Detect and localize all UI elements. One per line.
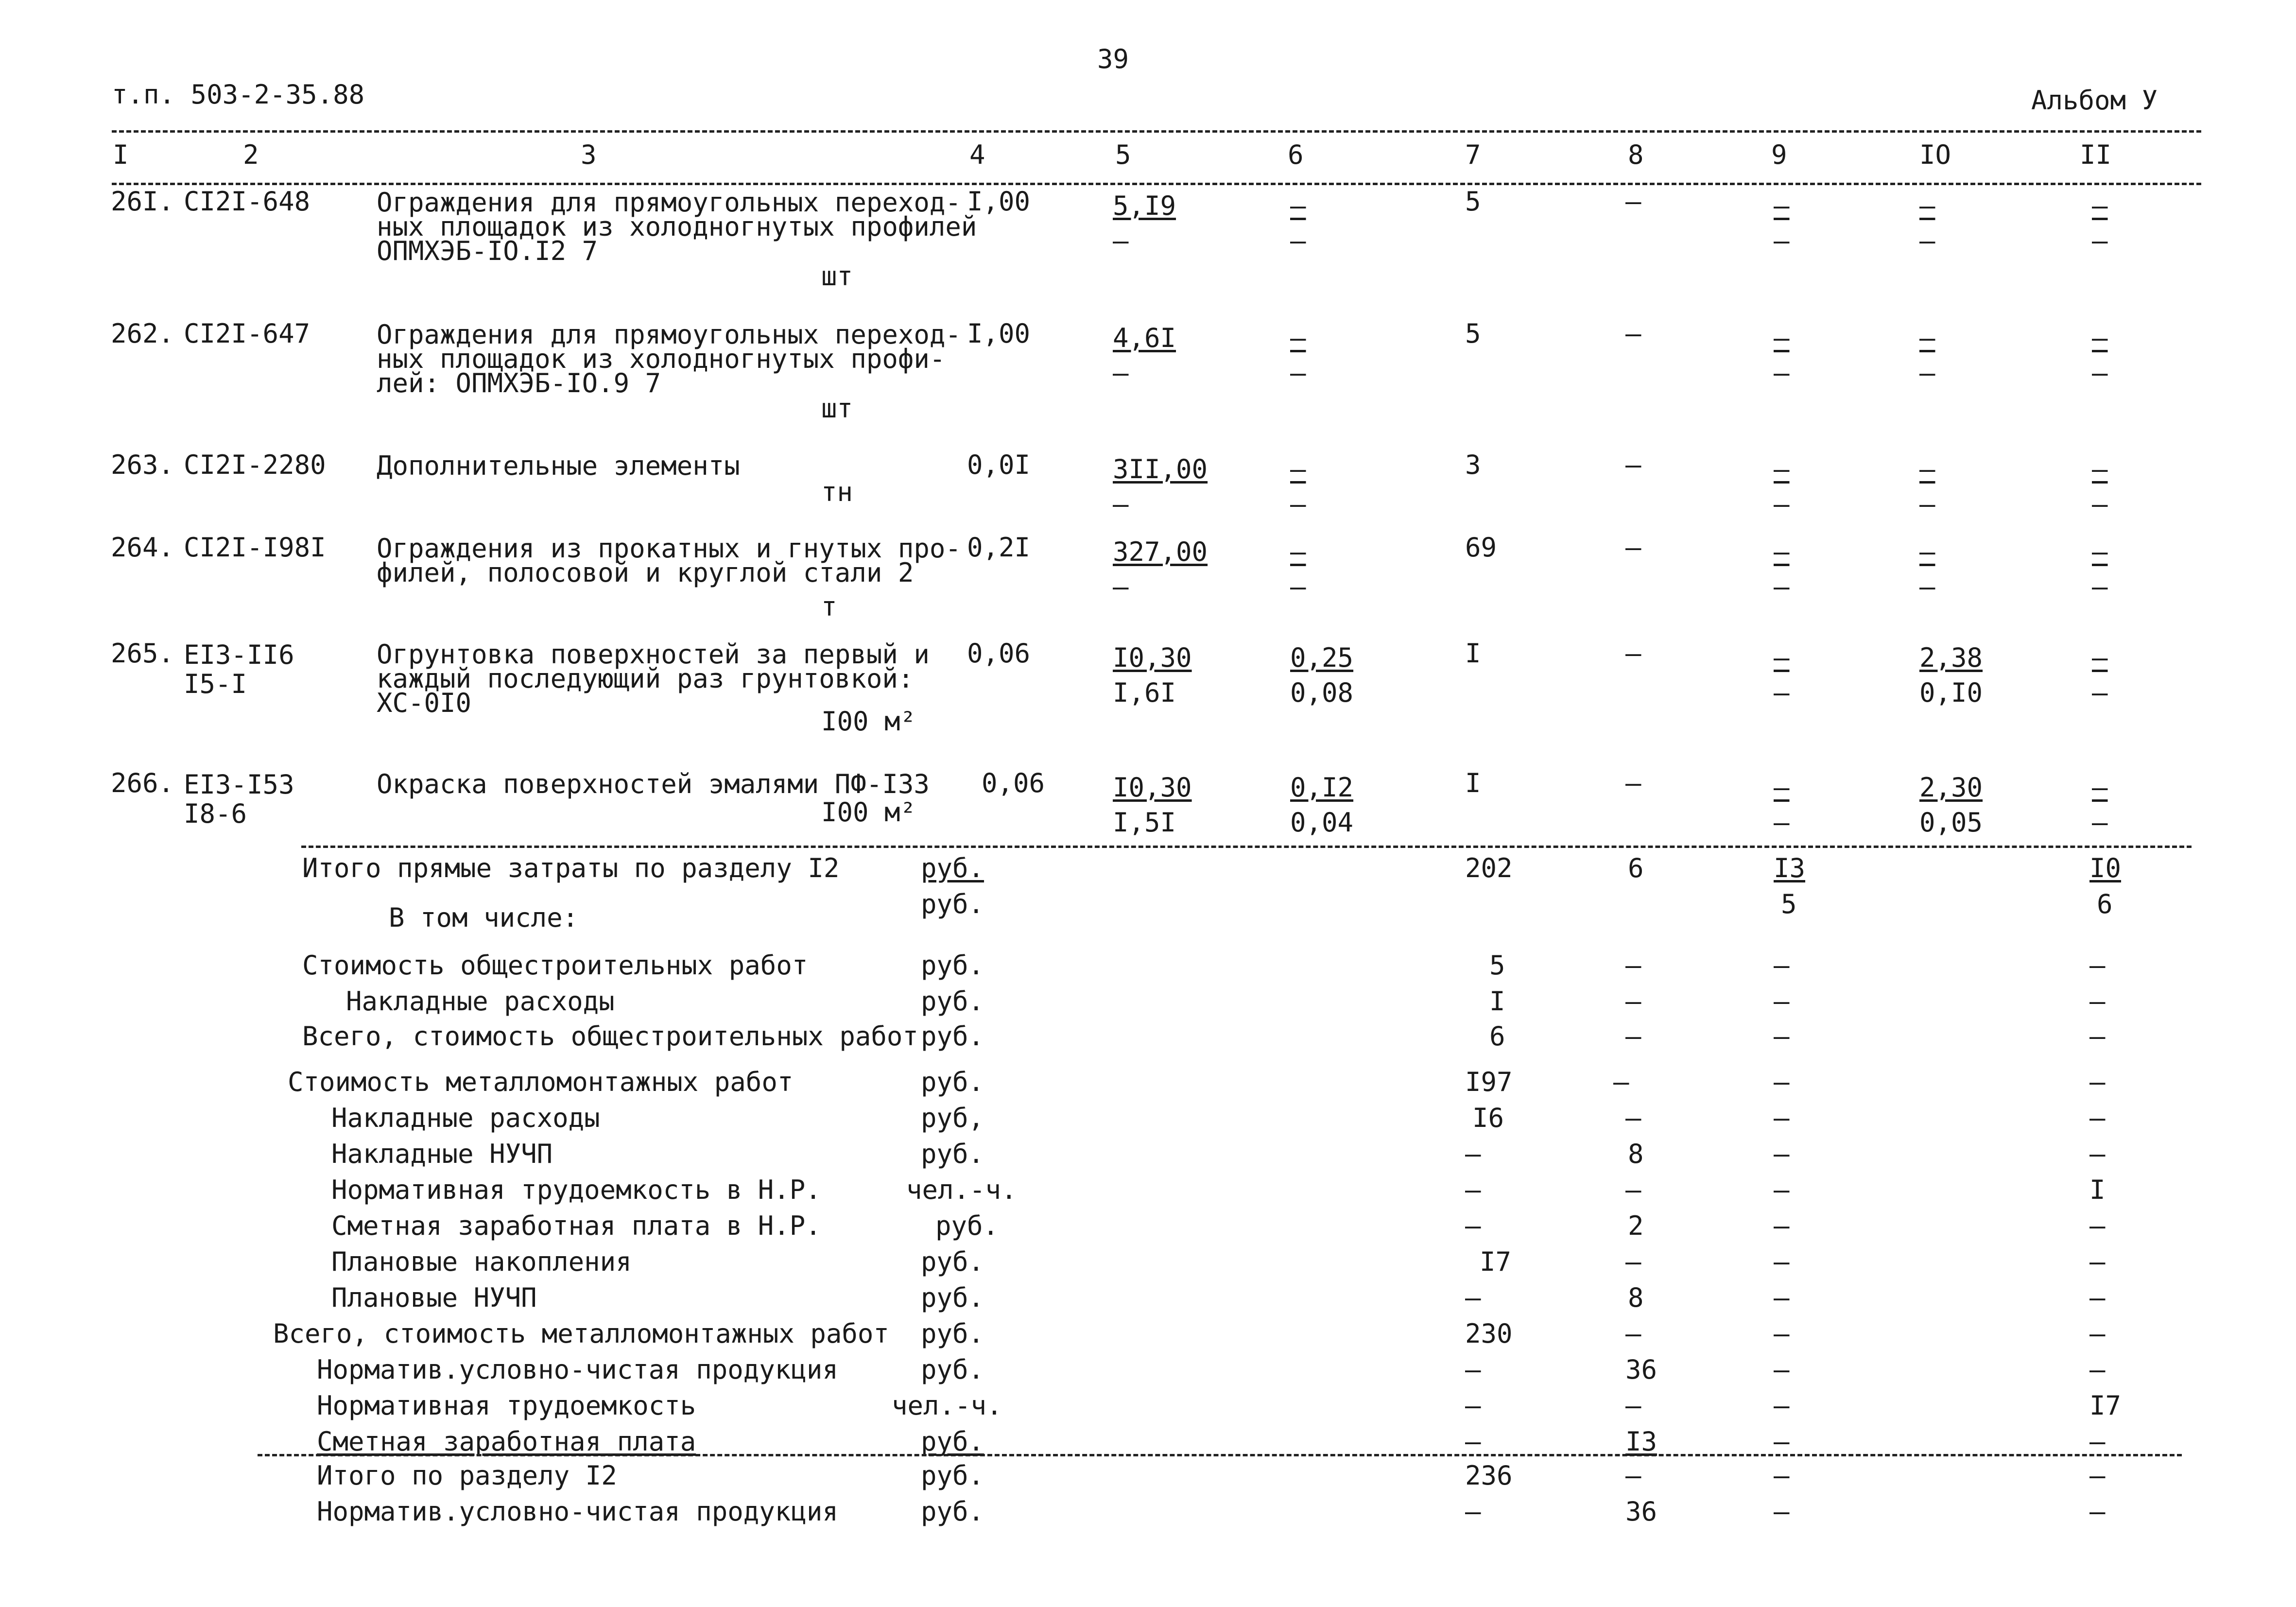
summary-label: Всего, стоимость общестроительных работ: [302, 1021, 918, 1052]
table-row: [0, 532, 2296, 632]
row-quantity: 0,06: [982, 768, 1045, 798]
row-description: Ограждения из прокатных и гнутых про- филей, полосовой и круглой стали 2: [377, 533, 961, 588]
summary-label: Всего, стоимость металломонтажных работ: [273, 1318, 889, 1349]
summary-unit: руб.: [921, 1318, 984, 1349]
summary-col9: –: [1774, 986, 1790, 1017]
row-number: 263.: [111, 449, 174, 480]
summary-unit: руб.: [935, 1210, 999, 1241]
summary-unit: руб.: [921, 1021, 984, 1052]
row-description: Огрунтовка поверхностей за первый и каждый последующий раз грунтовкой: ХС-0I0: [377, 639, 930, 718]
row-col6: 0,25 0,08: [1290, 642, 1354, 708]
album-label: Альбом У: [2031, 85, 2158, 116]
row-unit: т: [821, 591, 837, 622]
summary-label: Норматив.условно-чистая продукция: [317, 1496, 838, 1527]
summary-col8: –: [1625, 1175, 1641, 1205]
row-col6: – –: [1290, 323, 1306, 388]
summary-top-rule: [301, 846, 2192, 848]
summary-col9: –: [1774, 1354, 1790, 1385]
summary-col8: –: [1625, 1021, 1641, 1052]
summary-col9: –: [1774, 1426, 1790, 1457]
row-number: 266.: [111, 768, 174, 798]
summary-label: Плановые накопления: [331, 1246, 632, 1277]
summary-col11: –: [2089, 1210, 2106, 1241]
row-code: EI3-I53 I8-6: [184, 769, 294, 829]
row-col10: 2,38 0,I0: [1919, 642, 1983, 708]
row-code: EI3-II6 I5-I: [184, 639, 294, 699]
col-header-6: 6: [1288, 139, 1304, 170]
summary-col7: –: [1465, 1496, 1481, 1527]
summary-col11: I7: [2089, 1390, 2122, 1421]
row-unit: I00 м²: [821, 706, 916, 737]
summary-col7: –: [1465, 1139, 1481, 1169]
row-col8: –: [1625, 532, 1641, 563]
row-col11: – –: [2092, 642, 2108, 708]
row-unit: шт: [821, 261, 853, 292]
table-row: [0, 770, 2296, 843]
summary-col11: 6: [2097, 889, 2113, 919]
summary-unit: руб.: [921, 1460, 984, 1491]
summary-label: Стоимость общестроительных работ: [302, 950, 808, 981]
row-col5: 5,I9 –: [1113, 190, 1176, 256]
summary-col8: 36: [1625, 1354, 1657, 1385]
col-header-1: I: [113, 139, 129, 170]
row-col9: – –: [1774, 536, 1790, 602]
summary-col7: 6: [1489, 1021, 1505, 1052]
row-col10: 2,30 0,05: [1919, 772, 1983, 838]
row-col7: 3: [1465, 449, 1481, 480]
row-col6: 0,I2 0,04: [1290, 772, 1354, 838]
row-col7: I: [1465, 638, 1481, 669]
col-header-7: 7: [1465, 139, 1481, 170]
row-col7: 5: [1465, 318, 1481, 349]
summary-col11: –: [2089, 950, 2106, 981]
row-col9: – –: [1774, 323, 1790, 388]
summary-col7: –: [1465, 1354, 1481, 1385]
summary-col9: –: [1774, 1139, 1790, 1169]
summary-col8: 8: [1628, 1139, 1644, 1169]
summary-col9: –: [1774, 1175, 1790, 1205]
row-col8: –: [1625, 638, 1641, 669]
row-code: CI2I-I98I: [184, 532, 326, 563]
row-code: CI2I-648: [184, 186, 311, 217]
row-col8: –: [1625, 768, 1641, 798]
summary-col7: I97: [1465, 1067, 1513, 1097]
summary-label: Накладные расходы: [331, 1103, 600, 1133]
summary-col11: –: [2089, 1426, 2106, 1457]
summary-label: Норматив.условно-чистая продукция: [317, 1354, 838, 1385]
row-quantity: 0,0I: [967, 449, 1031, 480]
row-col9: – –: [1774, 772, 1790, 838]
row-number: 265.: [111, 638, 174, 669]
row-code: CI2I-647: [184, 318, 311, 349]
table-row: [0, 318, 2296, 447]
row-col5: I0,30 I,6I: [1113, 642, 1192, 708]
page-number: 39: [1097, 44, 1129, 74]
row-col5: I0,30 I,5I: [1113, 772, 1192, 838]
row-col5: 4,6I –: [1113, 323, 1176, 388]
summary-unit: руб.: [921, 986, 984, 1017]
summary-unit: чел.-ч.: [892, 1390, 1002, 1421]
row-number: 262.: [111, 318, 174, 349]
summary-col9: –: [1774, 1246, 1790, 1277]
row-col9: – –: [1774, 190, 1790, 256]
summary-col11: –: [2089, 1021, 2106, 1052]
row-description: Дополнительные элементы: [377, 450, 740, 481]
table-row: [0, 640, 2296, 757]
summary-col11: –: [2089, 1460, 2106, 1491]
summary-label: Нормативная трудоемкость: [317, 1390, 696, 1421]
summary-col9: –: [1774, 1103, 1790, 1133]
summary-unit: руб.: [921, 1246, 984, 1277]
row-col7: 69: [1465, 532, 1497, 563]
col-header-2: 2: [243, 139, 259, 170]
row-col11: – –: [2092, 190, 2108, 256]
summary-label: Накладные НУЧП: [331, 1139, 553, 1169]
summary-col7: I: [1489, 986, 1505, 1017]
summary-col8: –: [1625, 950, 1641, 981]
summary-col11: –: [2089, 1496, 2106, 1527]
row-unit: I00 м²: [821, 797, 916, 828]
header-bottom-rule: [112, 183, 2201, 185]
row-col11: – –: [2092, 454, 2108, 519]
summary-col9: –: [1774, 1460, 1790, 1491]
summary-col8: 8: [1628, 1282, 1644, 1313]
summary-label: Сметная заработная плата: [317, 1426, 696, 1457]
row-col10: – –: [1919, 454, 1935, 519]
summary-label: Итого по разделу I2: [317, 1460, 617, 1491]
row-col6: – –: [1290, 454, 1306, 519]
row-unit: шт: [821, 393, 853, 424]
summary-col9: 5: [1781, 889, 1797, 919]
summary-col9: –: [1774, 1390, 1790, 1421]
summary-col9: –: [1774, 1282, 1790, 1313]
document-code: т.п. 503-2-35.88: [112, 79, 365, 110]
row-col11: – –: [2092, 323, 2108, 388]
summary-col11: –: [2089, 986, 2106, 1017]
col-header-9: 9: [1771, 139, 1787, 170]
summary-col8: –: [1625, 986, 1641, 1017]
summary-col7: –: [1465, 1210, 1481, 1241]
row-col11: – –: [2092, 772, 2108, 838]
row-quantity: 0,2I: [967, 532, 1031, 563]
row-col6: – –: [1290, 190, 1306, 256]
summary-label: В том числе:: [389, 902, 579, 933]
summary-col7: 236: [1465, 1460, 1513, 1491]
summary-unit: чел.-ч.: [906, 1175, 1017, 1205]
header-top-rule: [112, 130, 2201, 133]
summary-unit: руб.: [921, 1426, 984, 1457]
summary-col8: 2: [1628, 1210, 1644, 1241]
summary-bottom-rule: [258, 1454, 2182, 1456]
summary-col11: I0: [2089, 853, 2122, 883]
summary-col8: –: [1625, 1318, 1641, 1349]
row-col6: – –: [1290, 536, 1306, 602]
summary-col11: –: [2089, 1318, 2106, 1349]
row-col8: –: [1625, 449, 1641, 480]
row-col10: – –: [1919, 323, 1935, 388]
summary-unit: руб.: [921, 889, 984, 919]
row-col8: –: [1625, 186, 1641, 217]
summary-unit: руб.: [921, 950, 984, 981]
summary-col7: I6: [1472, 1103, 1504, 1133]
row-col5: 327,00 –: [1113, 536, 1208, 602]
summary-col11: –: [2089, 1282, 2106, 1313]
row-description: Окраска поверхностей эмалями ПФ-I33: [377, 769, 930, 799]
row-code: CI2I-2280: [184, 449, 326, 480]
summary-col9: –: [1774, 1318, 1790, 1349]
summary-col11: I: [2089, 1175, 2106, 1205]
table-row: [0, 186, 2296, 315]
row-description: Ограждения для прямоугольных переход- ных площадок из холодногнутых профилей ОПМХЭБ-IO.I2 7: [377, 187, 977, 266]
summary-col8: 6: [1628, 853, 1644, 883]
summary-col11: –: [2089, 1246, 2106, 1277]
summary-unit: руб.: [921, 1067, 984, 1097]
row-col5: 3II,00 –: [1113, 454, 1208, 519]
row-quantity: I,00: [967, 318, 1031, 349]
summary-label: Итого прямые затраты по разделу I2: [302, 853, 840, 883]
summary-col11: –: [2089, 1354, 2106, 1385]
summary-unit: руб.: [921, 1496, 984, 1527]
summary-unit: руб.: [921, 1282, 984, 1313]
summary-label: Нормативная трудоемкость в Н.Р.: [331, 1175, 821, 1205]
summary-col9: –: [1774, 1210, 1790, 1241]
row-quantity: I,00: [967, 186, 1031, 217]
row-col10: – –: [1919, 190, 1935, 256]
col-header-5: 5: [1115, 139, 1131, 170]
summary-col8: 36: [1625, 1496, 1657, 1527]
row-description: Ограждения для прямоугольных переход- ных площадок из холодногнутых профи- лей: ОПМХЭБ-IO.9 7: [377, 319, 961, 398]
col-header-3: 3: [581, 139, 597, 170]
summary-unit: руб.: [921, 1354, 984, 1385]
summary-col8: –: [1625, 1390, 1641, 1421]
summary-col7: –: [1465, 1426, 1481, 1457]
summary-col7: 5: [1489, 950, 1505, 981]
row-col7: 5: [1465, 186, 1481, 217]
summary-label: Стоимость металломонтажных работ: [288, 1067, 794, 1097]
row-unit: тн: [821, 477, 853, 507]
summary-col8: –: [1613, 1067, 1629, 1097]
summary-unit: руб.: [921, 1139, 984, 1169]
col-header-8: 8: [1628, 139, 1644, 170]
summary-col7: 230: [1465, 1318, 1513, 1349]
summary-col8: –: [1625, 1460, 1641, 1491]
summary-col7: I7: [1480, 1246, 1512, 1277]
row-col11: – –: [2092, 536, 2108, 602]
summary-col7: –: [1465, 1282, 1481, 1313]
col-header-11: II: [2080, 139, 2112, 170]
row-number: 26I.: [111, 186, 174, 217]
summary-col11: –: [2089, 1103, 2106, 1133]
summary-col8: –: [1625, 1246, 1641, 1277]
summary-unit: руб.: [921, 853, 984, 883]
summary-col11: –: [2089, 1067, 2106, 1097]
summary-label: Плановые НУЧП: [331, 1282, 537, 1313]
row-col9: – –: [1774, 454, 1790, 519]
summary-col8: I3: [1625, 1426, 1657, 1457]
summary-col7: –: [1465, 1390, 1481, 1421]
summary-col9: –: [1774, 950, 1790, 981]
row-col9: – –: [1774, 642, 1790, 708]
col-header-4: 4: [969, 139, 985, 170]
summary-col9: –: [1774, 1021, 1790, 1052]
summary-col7: –: [1465, 1175, 1481, 1205]
summary-col9: –: [1774, 1067, 1790, 1097]
summary-col8: –: [1625, 1103, 1641, 1133]
table-row: [0, 449, 2296, 525]
summary-col7: 202: [1465, 853, 1513, 883]
summary-col9: –: [1774, 1496, 1790, 1527]
row-col10: – –: [1919, 536, 1935, 602]
row-col8: –: [1625, 318, 1641, 349]
summary-unit: руб,: [921, 1103, 984, 1133]
summary-col9: I3: [1774, 853, 1806, 883]
row-col7: I: [1465, 768, 1481, 798]
summary-label: Накладные расходы: [346, 986, 615, 1017]
row-number: 264.: [111, 532, 174, 563]
summary-col11: –: [2089, 1139, 2106, 1169]
row-quantity: 0,06: [967, 638, 1031, 669]
col-header-10: IO: [1919, 139, 1951, 170]
summary-label: Сметная заработная плата в Н.Р.: [331, 1210, 821, 1241]
